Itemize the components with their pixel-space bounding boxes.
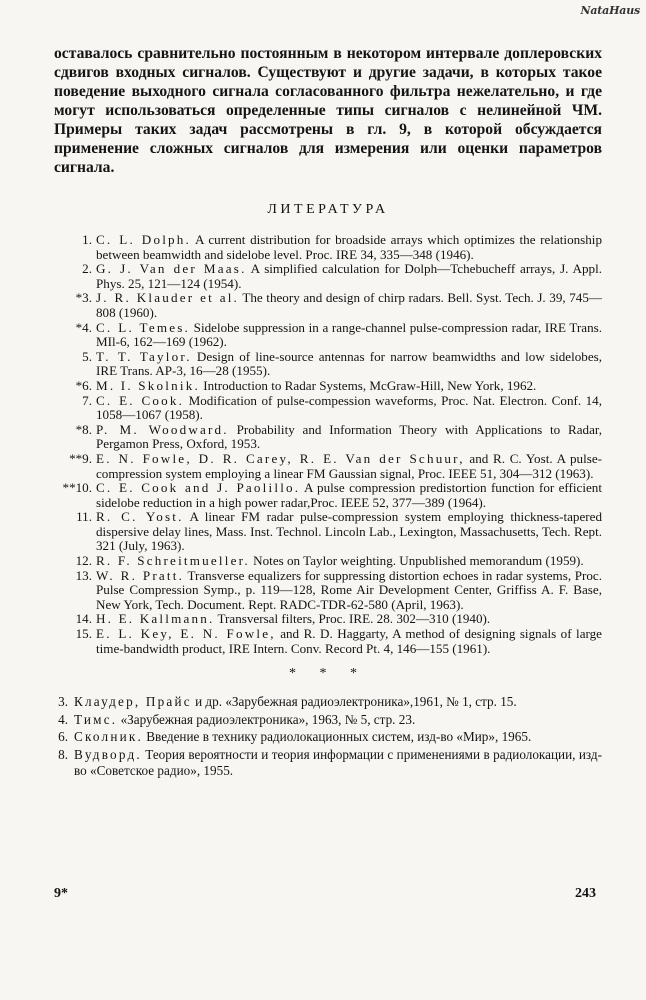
russian-reference-item: [54, 712, 602, 728]
reference-text: A linear FM radar pulse-compression system employing thickness-tapered dispersive delay lines, Mass. Inst. Technol. Lincoln Lab., Lexington, Massachusetts, Tech. Rept. 321 (July, 1963).: [96, 509, 602, 554]
reference-item: [54, 612, 602, 627]
intro-paragraph: оставалось сравнительно постоянным в некотором интервале доплеровских сдвигов входных сигналов. Существуют и другие задачи, в которых такое поведение выходного сигнала согласованного фильтра нежелательно, и где могут использоваться определенные типы сигналов с нелинейной ЧМ. Примеры таких задач рассмотрены в гл. 9, в которой обсуждается применение сложных сигналов для измерения или оценки параметров сигнала.: [54, 45, 602, 176]
reference-text: and R. D. Haggarty, A method of designing signals of large time-bandwidth product, IRE Intern. Conv. Record Pt. 4, 146—155 (1961).: [96, 626, 602, 656]
reference-author: C. E. Cook.: [96, 392, 185, 408]
reference-item: [54, 233, 602, 262]
reference-number: 12.: [75, 553, 92, 569]
reference-text: Теория вероятности и теория информации с применениями в радиолокации, изд-во «Советское радио», 1955.: [74, 747, 603, 778]
reference-author: Тимс.: [74, 711, 118, 727]
reference-author: Сколник.: [74, 729, 143, 745]
reference-text: Transverse equalizers for suppressing distortion echoes in radar systems, Proc. Pulse Compression Symp., p. 119—128, Rome Air Development Center, Griffiss A. F. Base, New York, Tech. Document. Rept. RADC-TDR-62-580 (April, 1963).: [96, 567, 602, 612]
reference-number: *4.: [75, 319, 92, 335]
reference-text: A simplified calculation for Dolph—Tchebucheff arrays, J. Appl. Phys. 25, 121—124 (1954).: [96, 261, 602, 291]
reference-number: *6.: [75, 377, 92, 393]
reference-item: [54, 627, 602, 656]
reference-number: *8.: [75, 421, 92, 437]
reference-text: Notes on Taylor weighting. Unpublished memorandum (1959).: [253, 553, 584, 569]
reference-number: **10.: [62, 480, 92, 496]
section-title: ЛИТЕРАТУРА: [267, 202, 389, 217]
reference-number: 11.: [76, 509, 92, 525]
reference-number: 2.: [82, 261, 92, 277]
reference-item: [54, 394, 602, 423]
reference-item: [54, 423, 602, 452]
reference-author: H. E. Kallmann.: [96, 611, 215, 627]
reference-item: [54, 379, 602, 394]
reference-author: W. R. Pratt.: [96, 567, 185, 583]
reference-text: Introduction to Radar Systems, McGraw-Hill, New York, 1962.: [203, 377, 537, 393]
reference-author: P. M. Woodward.: [96, 421, 229, 437]
reference-item: [54, 510, 602, 554]
reference-number: 3.: [58, 694, 68, 710]
russian-reference-item: [54, 729, 602, 745]
reference-author: R. C. Yost.: [96, 509, 184, 525]
reference-text: A current distribution for broadside arrays which optimizes the relationship between beamwidth and sidelobe level. Proc. IRE 34, 335—348 (1946).: [96, 232, 602, 262]
reference-text: Введение в технику радиолокационных систем, изд-во «Мир», 1965.: [146, 729, 532, 745]
reference-text: The theory and design of chirp radars. Bell. Syst. Tech. J. 39, 745—808 (1960).: [96, 290, 602, 320]
reference-number: **9.: [69, 450, 92, 466]
russian-reference-list: [54, 694, 602, 778]
reference-author: Клаудер, Прайс: [74, 694, 192, 710]
reference-text: Sidelobe suppression in a range-channel pulse-compression radar, IRE Trans. MIl-6, 162—169 (1962).: [96, 319, 602, 350]
reference-text: A pulse compression predistortion function for efficient sidelobe reduction in a high power radar,Proc. IEEE 52, 377—389 (1964).: [96, 480, 602, 510]
russian-reference-item: [54, 747, 602, 778]
page-number: 243: [575, 886, 596, 901]
reference-author: C. L. Dolph.: [96, 232, 192, 247]
reference-item: [54, 350, 602, 379]
russian-reference-item: [54, 694, 602, 710]
reference-text: Modification of pulse-compession waveforms, Proc. Nat. Electron. Conf. 14, 1058—1067 (1958).: [96, 392, 602, 423]
reference-author: J. R. Klauder et al.: [96, 290, 240, 306]
reference-item: [54, 569, 602, 613]
reference-author: E. L. Key, E. N. Fowle,: [96, 626, 276, 642]
watermark-logo: NataHaus: [580, 4, 640, 17]
reference-author: C. L. Temes.: [96, 319, 191, 335]
reference-number: 15.: [75, 626, 92, 642]
reference-text: Design of line-source antennas for narrow beamwidths and low sidelobes, IRE Trans. AP-3, 16—28 (1955).: [96, 348, 602, 379]
reference-item: [54, 262, 602, 291]
reference-item: [54, 481, 602, 510]
reference-number: 1.: [82, 232, 92, 247]
reference-text: Probability and Information Theory with Applications to Radar, Pergamon Press, Oxford, 1953.: [96, 421, 602, 452]
reference-author: E. N. Fowle, D. R. Carey, R. E. Van der Schuur,: [96, 450, 465, 466]
signature-mark: 9*: [54, 886, 68, 901]
reference-number: 13.: [75, 567, 92, 583]
reference-item: [54, 452, 602, 481]
reference-author: Вудворд.: [74, 747, 142, 762]
reference-list: [54, 233, 602, 656]
reference-number: 4.: [58, 711, 68, 727]
reference-author: R. F. Schreitmueller.: [96, 553, 250, 569]
reference-text: and R. C. Yost. A pulse-compression system employing a linear FM Gaussian signal, Proc. IEEE 51, 304—312 (1963).: [96, 450, 602, 481]
reference-text: Transversal filters, Proc. IRE. 28. 302—310 (1940).: [217, 611, 491, 627]
section-separator: * * *: [289, 666, 367, 682]
reference-author: G. J. Van der Maas.: [96, 261, 247, 277]
reference-number: *3.: [75, 290, 92, 306]
reference-number: 14.: [75, 611, 92, 627]
reference-item: [54, 554, 602, 569]
reference-author: C. E. Cook and J. Paolillo.: [96, 480, 301, 496]
reference-author: M. I. Skolnik.: [96, 377, 200, 393]
reference-number: 7.: [82, 392, 92, 408]
reference-item: [54, 321, 602, 350]
reference-text: и др. «Зарубежная радиоэлектроника»,1961, № 1, стр. 15.: [195, 694, 517, 710]
page-body: [54, 44, 602, 974]
reference-text: «Зарубежная радиоэлектроника», 1963, № 5, стр. 23.: [120, 711, 416, 727]
reference-number: 8.: [58, 747, 68, 762]
reference-number: 5.: [82, 348, 92, 364]
reference-author: T. T. Taylor.: [96, 348, 192, 364]
reference-number: 6.: [58, 729, 68, 745]
reference-item: [54, 291, 602, 320]
